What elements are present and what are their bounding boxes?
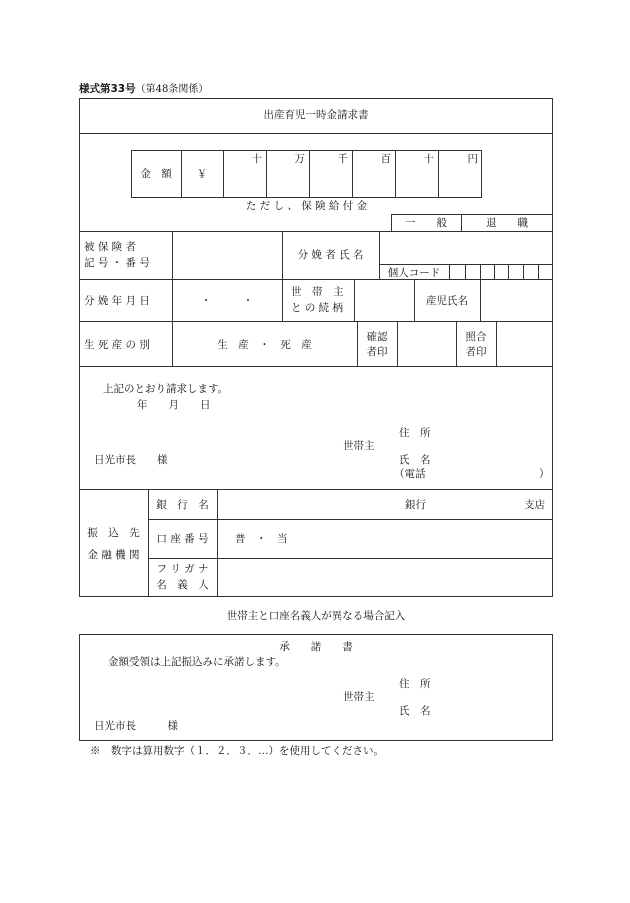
digit-man-place: 万 [294,153,305,165]
divider [282,279,283,321]
divider [449,264,450,279]
request-address-label: 住 所 [399,427,431,439]
consent-mayor: 日光市長 様 [94,720,178,732]
divider [480,264,481,279]
form-label: 様式第33号 [79,83,136,95]
divider [508,264,509,279]
delivery-date-input[interactable]: ・ ・ [200,295,254,307]
insured-label-line2: 記 号 ・ 番 号 [84,257,150,269]
confirmer-label-line1: 確認 [366,331,388,343]
amount-label: 金 額 [140,168,172,180]
divider [354,279,355,321]
digit-hundred-place: 百 [380,153,391,165]
consent-address-label: 住 所 [399,678,431,690]
consent-note: 世帯主と口座名義人が異なる場合記入 [226,610,406,622]
digit-yen-place: 円 [467,153,478,165]
bank-name-label: 銀 行 名 [156,499,209,511]
divider [397,321,398,366]
yen-symbol: ￥ [196,168,208,180]
account-number-label: 口 座 番 号 [156,533,209,545]
birth-type-label: 生 死 産 の 別 [84,339,150,351]
form-title: 出産育児一時金請求書 [263,109,369,121]
consent-statement: 金額受領は上記振込みに承諾します。 [108,656,286,668]
divider [79,366,553,367]
account-holder-label: 名 義 人 [156,579,209,591]
divider [79,231,553,232]
checker-label-line2: 者印 [465,346,487,358]
divider [379,264,553,265]
insured-label-line1: 被 保 険 者 [84,241,137,253]
request-householder-label: 世帯主 [343,440,375,452]
furigana-label: フ リ ガ ナ [156,563,209,575]
category-general[interactable]: 一 般 [405,217,447,229]
birth-type-options[interactable]: 生 産 ・ 死 産 [217,339,312,351]
request-phone-label: （電話 [394,468,426,480]
form-reference: （第48条関係） [135,84,209,95]
personal-code-label: 個人コード [387,267,441,279]
bank-section-label-line1: 振 込 先 [87,527,140,539]
consent-title: 承 諾 書 [279,641,353,653]
divider [523,264,524,279]
consent-householder-label: 世帯主 [343,691,375,703]
category-retired[interactable]: 退 職 [486,217,528,229]
newborn-name-label: 産児氏名 [426,295,468,307]
account-type-options[interactable]: 普 ・ 当 [235,533,288,545]
divider [465,264,466,279]
divider [79,133,553,134]
relation-label-line1: 世 帯 主 [291,286,344,298]
checker-label-line1: 照合 [465,331,487,343]
divider [538,264,539,279]
bank-section-label-line2: 金 融 機 関 [87,549,140,561]
delivery-date-label: 分 娩 年 月 日 [84,295,150,307]
divider [494,264,495,279]
divider [496,321,497,366]
request-statement: 上記のとおり請求します。 [103,383,229,395]
relation-label-line2: と の 続 柄 [291,302,344,314]
divider [148,519,553,520]
divider [148,558,553,559]
divider [357,321,358,366]
request-name-label: 氏 名 [399,454,431,466]
divider [79,279,553,280]
consent-name-label: 氏 名 [399,705,431,717]
digit-thousand-place: 千 [337,153,348,165]
divider [172,231,173,279]
divider [79,321,553,322]
divider [456,321,457,366]
bank-suffix: 銀行 [405,499,426,511]
divider [79,489,553,490]
delivery-name-label: 分 娩 者 氏 名 [297,249,364,261]
form-number [79,84,208,95]
request-mayor: 日光市長 様 [94,454,168,466]
digit-ten-thousands-place: 十 [251,153,262,165]
request-date: 年 月 日 [137,399,211,411]
digit-ten-place: 十 [423,153,434,165]
divider [480,279,481,321]
divider [391,214,553,215]
branch-suffix: 支店 [524,499,545,511]
proviso-text: た だ し 、 保 険 給 付 金 [245,200,368,212]
confirmer-label-line2: 者印 [366,346,388,358]
divider [217,489,218,597]
footnote: ※ 数字は算用数字（１．２．３．…）を使用してください。 [90,745,384,757]
request-phone-close: ） [539,468,550,480]
